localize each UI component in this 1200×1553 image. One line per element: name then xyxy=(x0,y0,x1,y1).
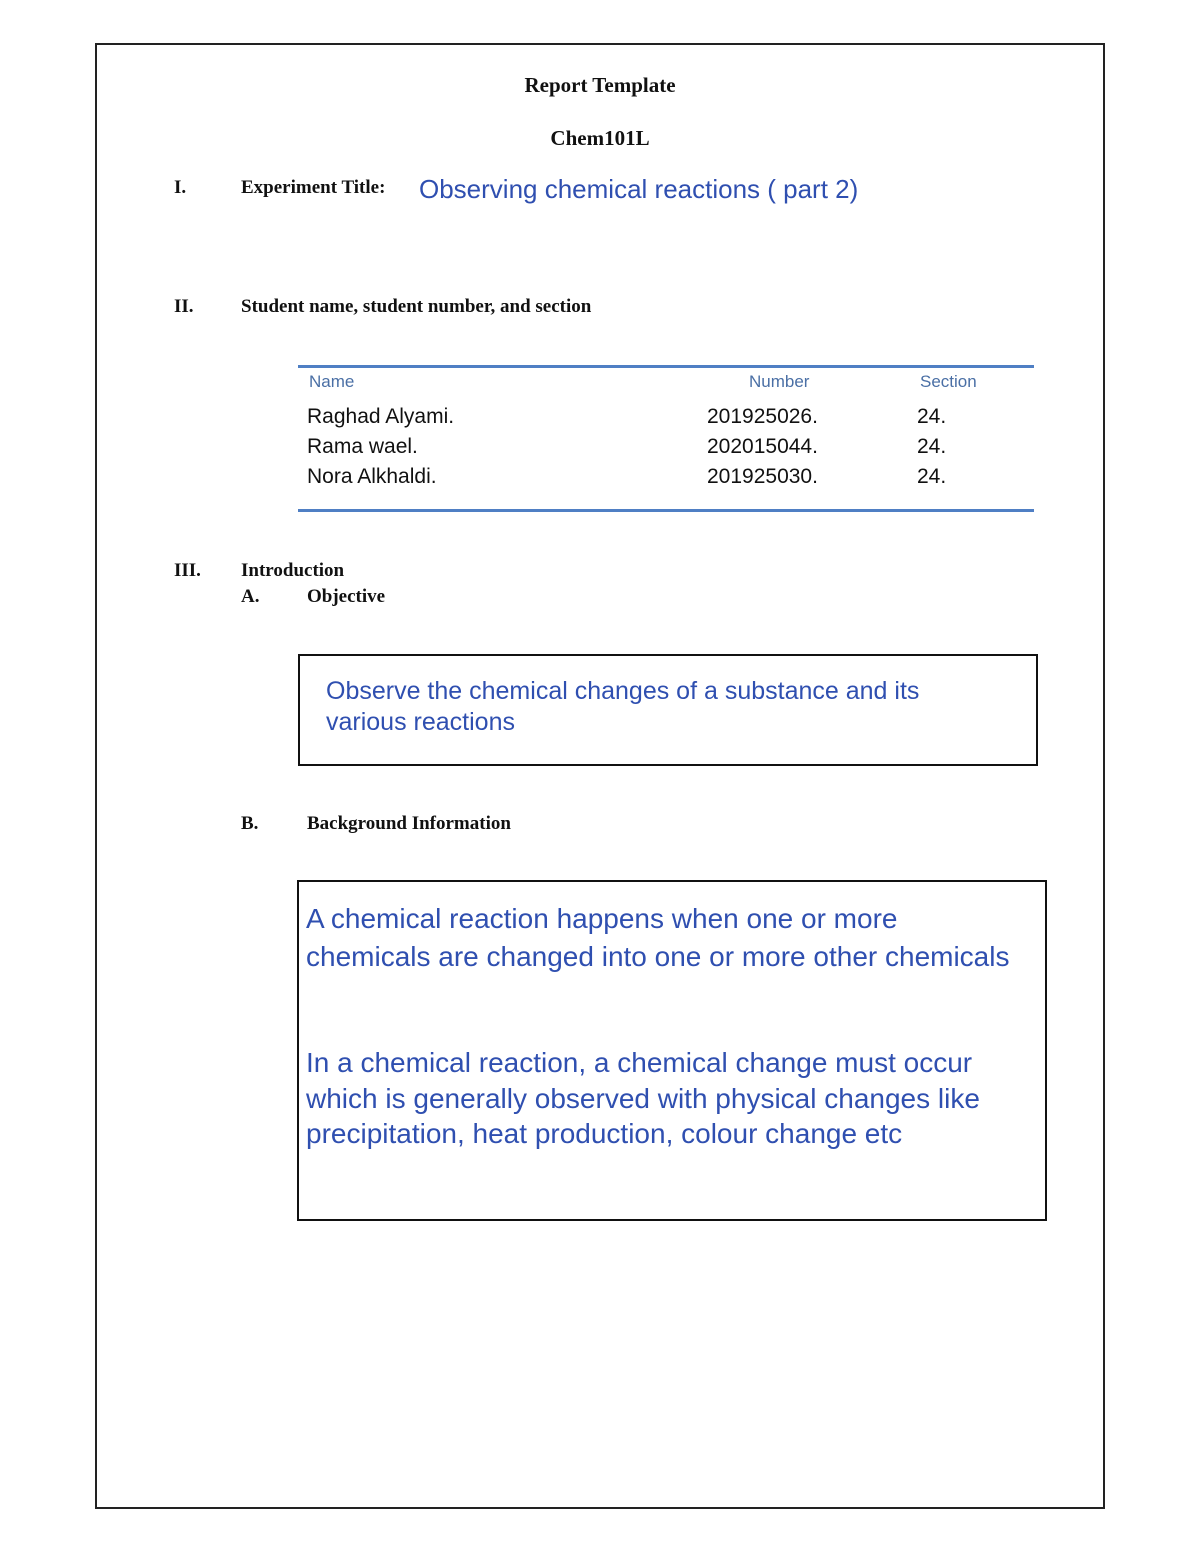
background-heading: Background Information xyxy=(307,813,511,834)
table-cell-name: Raghad Alyami. xyxy=(307,405,455,428)
table-header-number: Number xyxy=(749,372,810,391)
table-cell-name: Nora Alkhaldi. xyxy=(307,465,437,488)
section-1-numeral: I. xyxy=(174,177,187,198)
table-cell-number: 201925030. xyxy=(707,465,818,488)
page-border xyxy=(95,43,1105,1509)
background-letter: B. xyxy=(241,813,259,834)
table-header-section: Section xyxy=(920,372,977,391)
section-3-numeral: III. xyxy=(174,560,201,581)
experiment-title-value: Observing chemical reactions ( part 2) xyxy=(419,174,859,204)
table-cell-number: 202015044. xyxy=(707,435,818,458)
table-top-rule xyxy=(298,365,1034,368)
background-paragraph: A chemical reaction happens when one or more chemicals are changed into one or more other chemicals xyxy=(306,903,1010,972)
objective-letter: A. xyxy=(241,586,260,607)
experiment-title-label: Experiment Title: xyxy=(241,177,386,198)
table-header-name: Name xyxy=(309,372,355,391)
table-cell-number: 201925026. xyxy=(707,405,818,428)
table-cell-name: Rama wael. xyxy=(307,435,418,458)
objective-text: Observe the chemical changes of a substance and its various reactions xyxy=(326,677,920,736)
background-box xyxy=(297,880,1047,1221)
objective-box xyxy=(298,654,1038,766)
table-bottom-rule xyxy=(298,509,1034,512)
background-paragraph: In a chemical reaction, a chemical change must occur which is generally observed with physical changes like precipitation, heat production, colour change etc xyxy=(306,1047,980,1149)
course-code: Chem101L xyxy=(550,126,650,150)
student-info-heading: Student name, student number, and section xyxy=(241,296,592,317)
introduction-heading: Introduction xyxy=(241,560,345,581)
table-cell-section: 24. xyxy=(917,435,947,458)
table-cell-section: 24. xyxy=(917,405,947,428)
table-cell-section: 24. xyxy=(917,465,947,488)
section-2-numeral: II. xyxy=(174,296,194,317)
report-title: Report Template xyxy=(524,73,676,97)
objective-heading: Objective xyxy=(307,586,386,607)
